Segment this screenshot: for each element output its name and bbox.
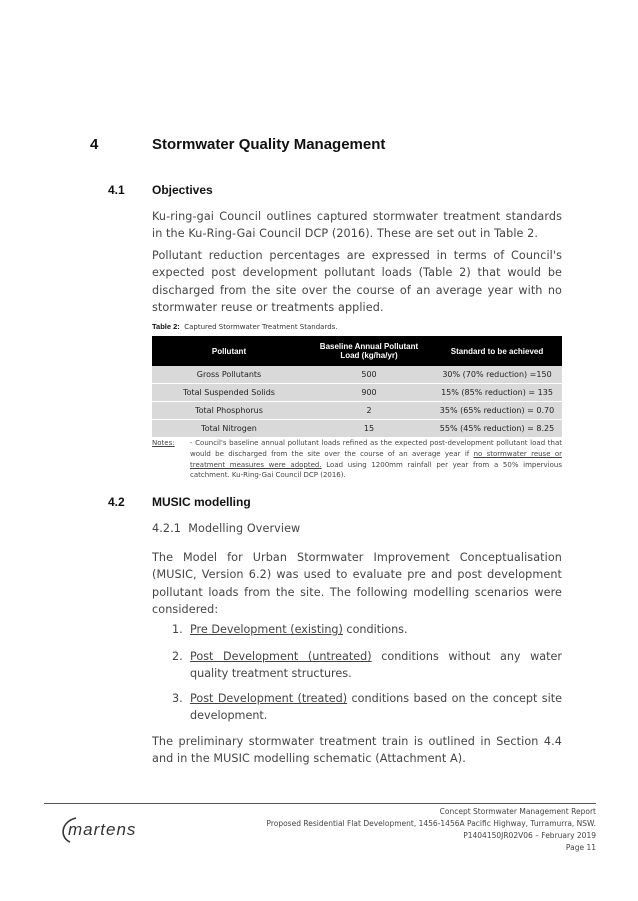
table-caption-label: Table 2: — [152, 322, 180, 331]
table-row — [152, 420, 562, 438]
list-item — [190, 690, 562, 724]
table-row — [152, 384, 562, 402]
footer-divider — [44, 803, 596, 804]
logo-text: martens — [68, 820, 137, 839]
list-item-underlined: Pre Development (existing) — [190, 623, 343, 636]
table-cell: Gross Pollutants — [152, 366, 306, 384]
table-cell: 900 — [306, 384, 432, 402]
notes-text-underlined: no stormwater reuse or treatment measures were adopted. — [190, 449, 562, 469]
notes-text-after: Load using 1200mm rainfall per year from a 50% impervious catchment. Ku-Ring-Gai Council DCP (2016). — [190, 460, 562, 480]
section-title: Stormwater Quality Management — [152, 136, 386, 153]
subsubsection-heading — [152, 520, 300, 537]
list-number: 2. — [172, 650, 183, 663]
table-cell: 35% (65% reduction) = 0.70 — [432, 402, 562, 420]
table-cell: Total Nitrogen — [152, 420, 306, 438]
list-number: 3. — [172, 692, 183, 705]
objectives-paragraph-2: Pollutant reduction percentages are expressed in terms of Council's expected post development pollutant loads (Table 2) that would be discharged from the site over the course of an average year with no stormwater reuse or treatments applied. — [152, 249, 562, 315]
notes-label — [152, 438, 175, 449]
table-cell: 15 — [306, 420, 432, 438]
table-cell: Total Phosphorus — [152, 402, 306, 420]
table-cell: 500 — [306, 366, 432, 384]
subsection-title: MUSIC modelling — [152, 495, 251, 509]
table-row — [152, 402, 562, 420]
section-number: 4 — [90, 136, 99, 153]
table-cell: 30% (70% reduction) =150 — [432, 366, 562, 384]
footer-report-title: Concept Stormwater Management Report — [439, 807, 596, 816]
list-item-underlined: Post Development (treated) — [190, 692, 348, 705]
notes-text — [190, 438, 562, 481]
subsubsection-number: 4.2.1 — [152, 522, 181, 535]
table-header-pollutant: Pollutant — [152, 336, 306, 366]
subsection-number: 4.1 — [108, 183, 125, 197]
list-item-rest: conditions based on the concept site development. — [190, 692, 562, 722]
subsubsection-title: Modelling Overview — [188, 522, 301, 535]
footer-reference: P1404150JR02V06 – February 2019 — [463, 831, 596, 840]
treatment-standards-table — [152, 336, 562, 438]
subsection-title: Objectives — [152, 183, 213, 197]
modelling-paragraph-2: The preliminary stormwater treatment train is outlined in Section 4.4 and in the MUSIC modelling schematic (Attachment A). — [152, 735, 562, 766]
list-item-rest: conditions. — [342, 623, 408, 636]
notes-text-before: - Council's baseline annual pollutant loads refined as the expected post-development pollutant load that would be discharged from the site over the course of an average year if — [190, 439, 562, 458]
table-row — [152, 366, 562, 384]
objectives-paragraph-1: Ku-ring-gai Council outlines captured stormwater treatment standards in the Ku-Ring-Gai Council DCP (2016). These are set out in Table 2. — [152, 210, 562, 241]
table-caption-text: Captured Stormwater Treatment Standards. — [184, 323, 338, 331]
table-cell: 15% (85% reduction) = 135 — [432, 384, 562, 402]
list-item — [190, 648, 562, 682]
list-item-rest: conditions without any water quality treatment structures. — [190, 650, 563, 680]
list-item-underlined: Post Development (untreated) — [190, 650, 372, 663]
subsection-number: 4.2 — [108, 495, 125, 509]
table-header-row — [152, 336, 562, 366]
notes-label-text: Notes: — [152, 439, 175, 447]
table-caption — [152, 322, 338, 331]
table-cell: Total Suspended Solids — [152, 384, 306, 402]
footer-page-number: Page 11 — [565, 843, 596, 852]
table-cell: 55% (45% reduction) = 8.25 — [432, 420, 562, 438]
table-cell: 2 — [306, 402, 432, 420]
modelling-paragraph-1: The Model for Urban Stormwater Improvement Conceptualisation (MUSIC, Version 6.2) was used to evaluate pre and post development pollutant loads from the site. The following modelling scenarios were considered: — [152, 551, 562, 617]
footer-meta — [176, 806, 596, 854]
list-number: 1. — [172, 623, 183, 636]
table-header-standard: Standard to be achieved — [432, 336, 562, 366]
table-header-baseline: Baseline Annual Pollutant Load (kg/ha/yr) — [306, 336, 432, 366]
list-item — [190, 621, 562, 638]
footer-project: Proposed Residential Flat Development, 1456-1456A Pacific Highway, Turramurra, NSW. — [266, 819, 596, 828]
